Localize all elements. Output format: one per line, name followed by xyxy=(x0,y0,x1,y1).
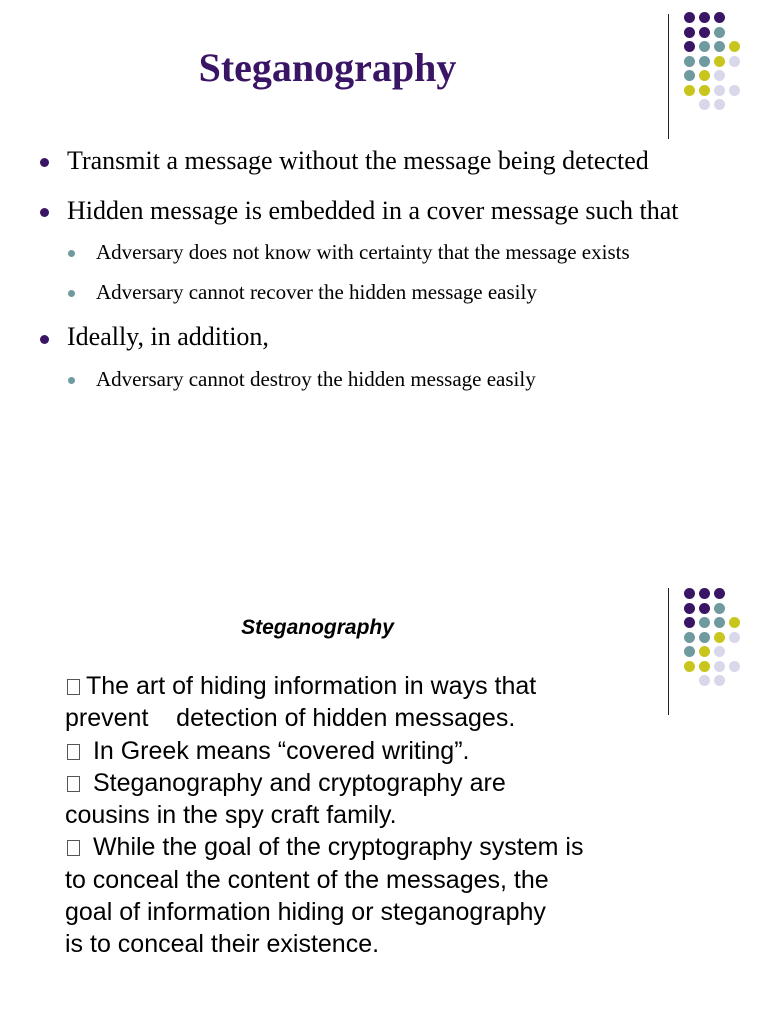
decorative-dot xyxy=(714,70,725,81)
decorative-dot xyxy=(714,646,725,657)
text-line: to conceal the content of the messages, the xyxy=(65,865,549,894)
slide-title: Steganography xyxy=(241,616,394,639)
sub-bullet-marker xyxy=(68,250,75,257)
text-line: is to conceal their existence. xyxy=(65,930,380,959)
decorative-dot xyxy=(684,27,695,38)
text-line: While the goal of the cryptography system is xyxy=(65,831,583,863)
decorative-dot xyxy=(684,56,695,67)
decorative-dot xyxy=(714,603,725,614)
decorative-dot xyxy=(729,41,740,52)
decorative-dot xyxy=(714,675,725,686)
decorative-dot xyxy=(714,27,725,38)
decorative-dot xyxy=(699,41,710,52)
sub-bullet-item: Adversary does not know with certainty that the message exists xyxy=(96,240,630,264)
slide-2 xyxy=(0,512,768,1024)
decorative-dot xyxy=(684,70,695,81)
sub-bullet-marker xyxy=(68,377,75,384)
missing-glyph-box-icon xyxy=(67,776,80,792)
decorative-dot xyxy=(699,12,710,23)
decorative-dot xyxy=(684,646,695,657)
sub-bullet-item: Adversary cannot destroy the hidden message easily xyxy=(96,367,536,391)
decorative-dot xyxy=(684,85,695,96)
text-line: In Greek means “covered writing”. xyxy=(65,735,583,767)
bullet-item: Ideally, in addition, xyxy=(67,322,269,351)
decorative-dot xyxy=(699,617,710,628)
text-line: cousins in the spy craft family. xyxy=(65,801,397,830)
missing-glyph-box-icon xyxy=(67,840,80,856)
bullet-item: Transmit a message without the message being detected xyxy=(67,146,649,175)
vertical-divider-line xyxy=(668,588,669,715)
decorative-dot xyxy=(684,661,695,672)
missing-glyph-box-icon xyxy=(67,679,80,695)
text-line: Steganography and cryptography are xyxy=(65,767,583,799)
decorative-dot xyxy=(699,85,710,96)
decorative-dot xyxy=(699,588,710,599)
body-text xyxy=(65,670,583,961)
decorative-dot xyxy=(699,603,710,614)
decorative-dot xyxy=(729,85,740,96)
decorative-dot xyxy=(684,632,695,643)
decorative-dot xyxy=(729,632,740,643)
decorative-dot xyxy=(699,70,710,81)
decorative-dot xyxy=(699,99,710,110)
decorative-dot xyxy=(684,41,695,52)
sub-bullet-item: Adversary cannot recover the hidden message easily xyxy=(96,280,537,304)
vertical-divider-line xyxy=(668,14,669,139)
decorative-dot xyxy=(714,588,725,599)
decorative-dot xyxy=(714,56,725,67)
decorative-dot xyxy=(699,646,710,657)
decorative-dot xyxy=(714,99,725,110)
decorative-dot xyxy=(729,617,740,628)
decorative-dot xyxy=(699,27,710,38)
bullet-marker xyxy=(40,335,49,344)
sub-bullet-marker xyxy=(68,290,75,297)
decorative-dot xyxy=(684,617,695,628)
decorative-dot xyxy=(729,56,740,67)
decorative-dot xyxy=(714,632,725,643)
decorative-dot xyxy=(684,12,695,23)
text-line: prevent detection of hidden messages. xyxy=(65,704,516,733)
decorative-dot xyxy=(699,56,710,67)
decorative-dot xyxy=(714,617,725,628)
decorative-dot xyxy=(684,603,695,614)
text-line: The art of hiding information in ways that xyxy=(65,670,583,702)
decorative-dot xyxy=(714,41,725,52)
decorative-dot xyxy=(714,661,725,672)
missing-glyph-box-icon xyxy=(67,744,80,760)
bullet-marker xyxy=(40,208,49,217)
text-line: goal of information hiding or steganography xyxy=(65,898,546,927)
slide-title: Steganography xyxy=(198,45,457,90)
decorative-dot xyxy=(684,588,695,599)
decorative-dot xyxy=(714,85,725,96)
decorative-dot xyxy=(699,675,710,686)
bullet-item: Hidden message is embedded in a cover message such that xyxy=(67,196,679,225)
bullet-marker xyxy=(40,158,49,167)
decorative-dot xyxy=(714,12,725,23)
decorative-dot xyxy=(699,661,710,672)
decorative-dot xyxy=(729,661,740,672)
decorative-dot xyxy=(699,632,710,643)
